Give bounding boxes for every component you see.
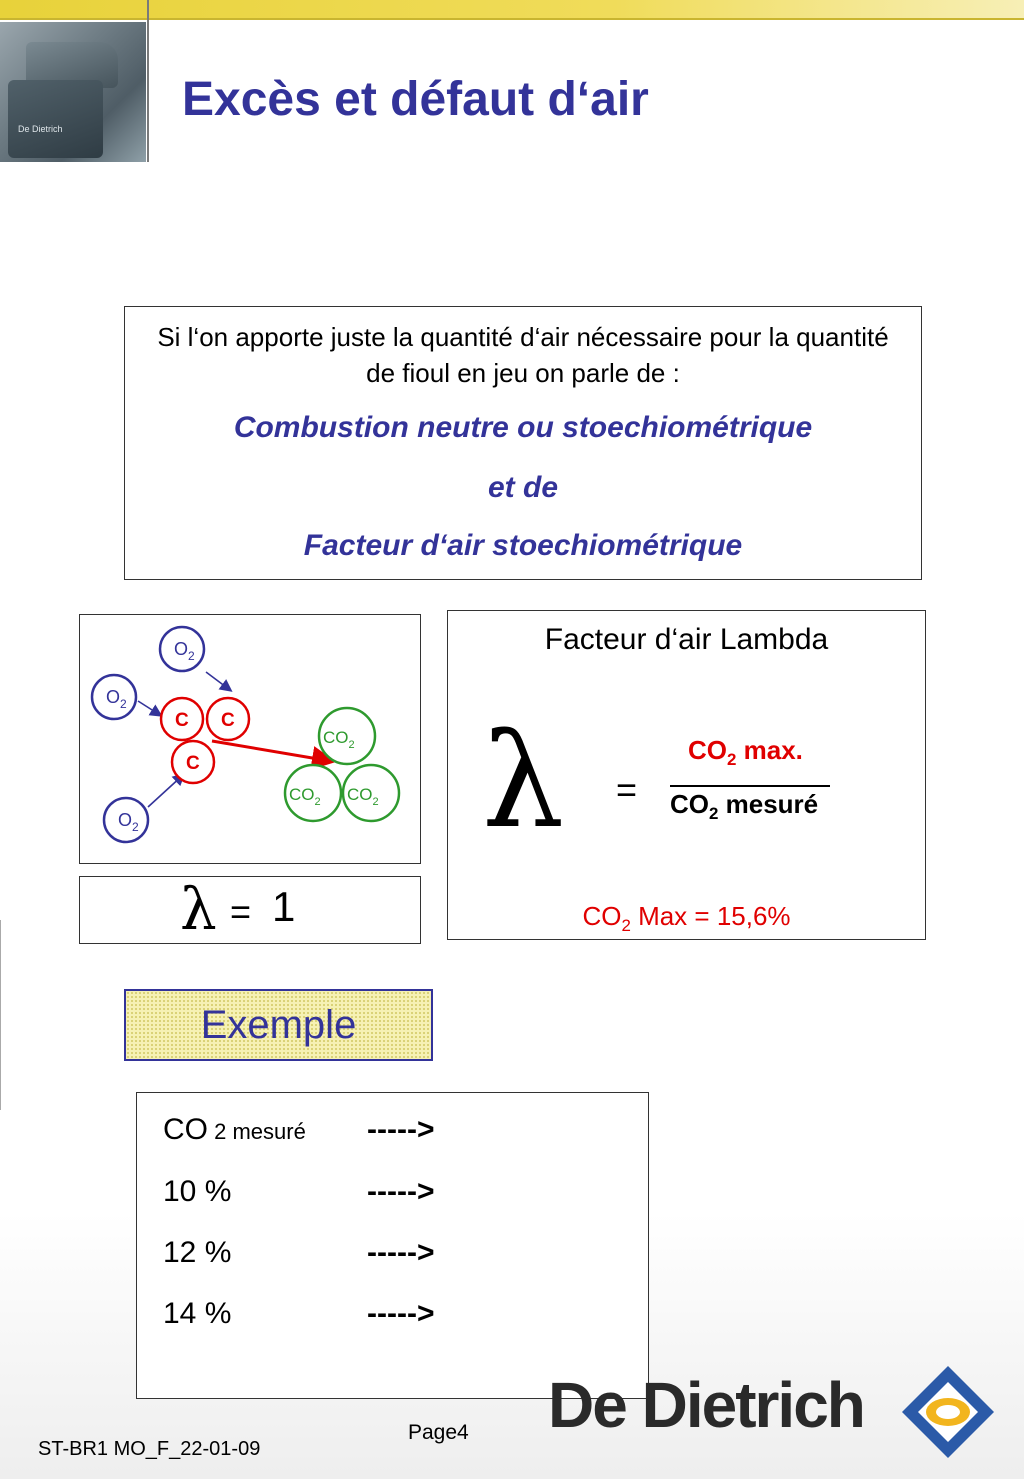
combustion-diagram-svg	[80, 615, 420, 863]
lambda-equals-sign: =	[230, 891, 252, 932]
svg-text:CO2: $CO_2$	[289, 785, 321, 808]
svg-text:C: C	[186, 753, 200, 774]
svg-text:C: C	[175, 710, 189, 731]
o2-molecule-top	[160, 627, 204, 671]
svg-text:C: C	[221, 710, 235, 731]
co2-max-value: $CO_2$ Max = 15,6%	[582, 901, 791, 936]
lambda-formula-box	[447, 610, 926, 940]
left-edge-line	[0, 920, 1, 1110]
svg-text:O2: $O_2$	[106, 687, 127, 711]
table-header-co: CO	[163, 1113, 208, 1146]
co2-molecule-right	[343, 765, 399, 821]
arrow-reaction	[212, 741, 330, 761]
brand-logo-text: De Dietrich	[548, 1369, 864, 1441]
carbon-atom-1	[161, 698, 203, 740]
table-arrow: ----->	[367, 1236, 435, 1269]
fraction-bar	[670, 785, 830, 787]
o2-molecule-left	[92, 675, 136, 719]
intro-emphasis-combustion: Combustion neutre ou stoechiométrique	[233, 411, 813, 444]
formula-lambda-symbol: λ	[482, 705, 565, 857]
intro-text: Si l‘on apporte juste la quantité d‘air nécessaire pour la quantité de fioul en jeu on parle de :	[157, 322, 889, 388]
svg-text:O2: $O_2$	[174, 639, 195, 663]
arrow-o2-bottom	[148, 775, 183, 807]
burner-photo-label: De Dietrich	[18, 124, 63, 134]
intro-emphasis-facteur: Facteur d‘air stoechiométrique	[303, 529, 743, 562]
table-arrow: ----->	[367, 1297, 435, 1330]
carbon-atom-3	[172, 741, 214, 783]
table-cell-value: 10 %	[163, 1175, 232, 1208]
lambda-value: 1	[272, 883, 296, 930]
arrow-o2-left	[138, 701, 160, 715]
intro-emphasis-et-de: et de	[487, 471, 559, 504]
top-accent-bar	[0, 0, 1024, 20]
lambda-symbol: λ	[180, 875, 217, 943]
table-header-measured: 2 mesuré	[208, 1119, 306, 1144]
formula-numerator: $CO_2$ max.	[688, 735, 803, 770]
table-arrow: ----->	[367, 1175, 435, 1208]
svg-text:O2: $O_2$	[118, 810, 139, 834]
example-table	[136, 1092, 649, 1399]
page-title: Excès et défaut d‘air	[182, 73, 649, 126]
header-divider	[147, 0, 149, 162]
table-cell-value: 14 %	[163, 1297, 232, 1330]
o2-molecule-bottom	[104, 798, 148, 842]
svg-text:CO2: $CO_2$	[323, 728, 355, 751]
svg-text:CO2: $CO_2$	[347, 785, 379, 808]
intro-box	[124, 306, 922, 580]
co2-molecule-left	[285, 765, 341, 821]
lambda-equals-one-box	[79, 876, 421, 944]
document-code: ST-BR1 MO_F_22-01-09	[38, 1438, 261, 1460]
co2-molecule-top	[319, 708, 375, 764]
combustion-diagram	[79, 614, 421, 864]
burner-body-shape	[8, 80, 103, 158]
carbon-atom-2	[207, 698, 249, 740]
arrow-o2-top	[206, 672, 230, 690]
table-cell-value: 12 %	[163, 1236, 232, 1269]
example-label: Exemple	[124, 989, 433, 1061]
table-arrow: ----->	[367, 1113, 435, 1146]
page-number: Page4	[408, 1421, 469, 1444]
brand-diamond-icon	[898, 1362, 998, 1462]
burner-photo	[0, 22, 146, 162]
formula-title: Facteur d‘air Lambda	[544, 623, 829, 656]
formula-equals-sign: =	[616, 769, 638, 810]
formula-denominator: $CO_2$ mesuré	[670, 789, 819, 824]
